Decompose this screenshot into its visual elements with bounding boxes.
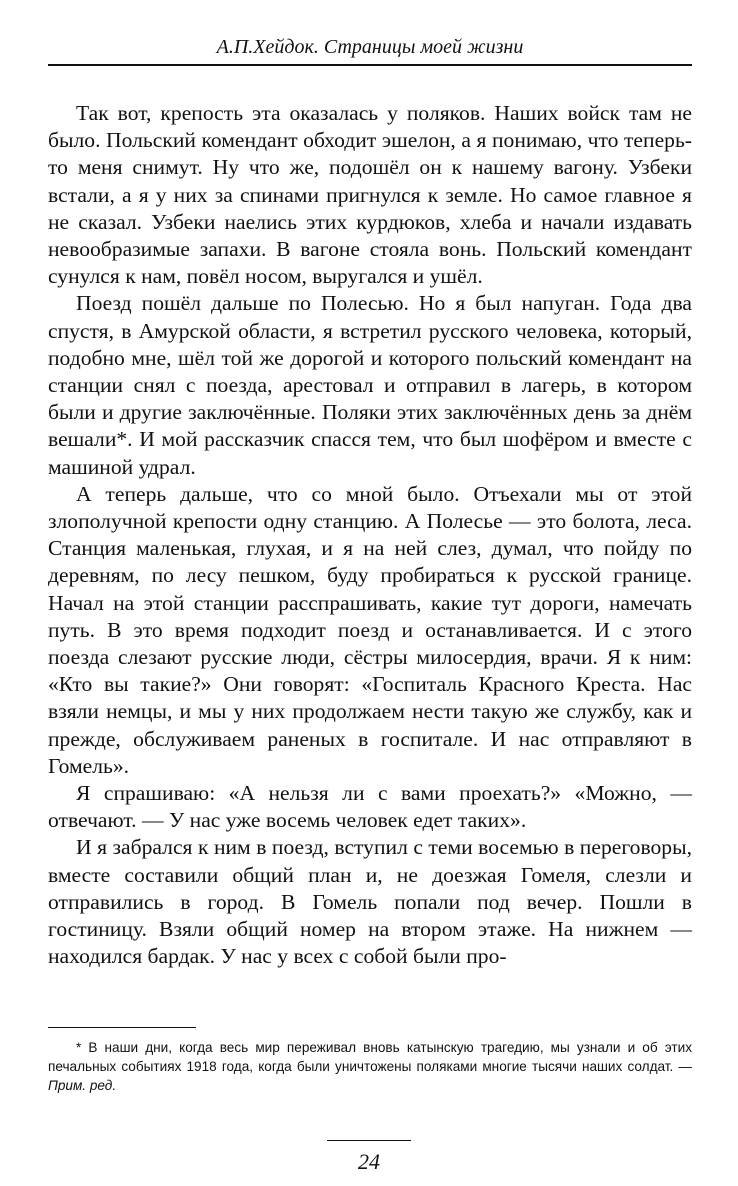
footnote-rule <box>48 1027 196 1028</box>
footnote-editor-note: Прим. ред. <box>48 1078 117 1093</box>
paragraph: Поезд пошёл дальше по Полесью. Но я был напуган. Года два спустя, в Амурской области, я встретил русского человека, который, подобно мне, шёл той же дорогой и которого польский комендант на станции снял с поезда, арестовал и отправил в лагерь, в котором были и другие заключённые. Поляки этих заключённых день за днём вешали*. И мой рассказчик спасся тем, что был шофёром и вместе с машиной удрал. <box>48 291 692 479</box>
header-rule <box>48 64 692 66</box>
footnote-text: * В наши дни, когда весь мир переживал вновь катынскую трагедию, мы узнали и об этих печальных событиях 1918 года, когда были уничтожены поляками многие тысячи наших солдат. — <box>48 1040 692 1074</box>
page-number-rule <box>327 1140 411 1141</box>
paragraph: Так вот, крепость эта оказалась у поляков. Наших войск там не было. Польский комендант обходит эшелон, а я понимаю, что теперь-то меня снимут. Ну что же, подошёл он к нашему вагону. Узбеки встали, а я у них за спинами пригнулся к земле. Но самое главное я не сказал. Узбеки наелись этих курдюков, хлеба и начали издавать невообразимые запахи. В вагоне стояла вонь. Польский комендант сунулся к нам, повёл носом, выругался и ушёл. <box>48 101 692 289</box>
paragraph: А теперь дальше, что со мной было. Отъехали мы от этой злополучной крепости одну станцию. А Полесье — это болота, леса. Станция маленькая, глухая, и я на ней слез, думал, что пойду по деревням, по лесу пешком, буду пробираться к русской границе. Начал на этой станции расспрашивать, какие тут дороги, намечать путь. В это время подходит поезд и останавливается. И с этого поезда слезают русские люди, сёстры милосердия, врачи. Я к ним: «Кто вы такие?» Они говорят: «Госпиталь Красного Креста. Нас взяли немцы, и мы у них продолжаем нести такую же службу, как и прежде, обслуживаем раненых в госпитале. И нас отправляют в Гомель». <box>48 481 692 778</box>
paragraph: И я забрался к ним в поезд, вступил с теми восемью в переговоры, вместе составили общий план и, не доезжая Гомеля, слезли и отправились в город. В Гомель попали под вечер. Пошли в гостиницу. Взяли общий номер на втором этаже. На нижнем — находился бардак. У нас у всех с собой были про- <box>48 835 692 969</box>
running-header: А.П.Хейдок. Страницы моей жизни <box>216 36 524 58</box>
page-number: 24 <box>358 1149 380 1174</box>
body-text <box>48 100 692 971</box>
paragraph: Я спрашиваю: «А нельзя ли с вами проехать?» «Можно, — отвечают. — У нас уже восемь человек едет таких». <box>48 781 692 833</box>
footnote <box>48 1038 692 1095</box>
